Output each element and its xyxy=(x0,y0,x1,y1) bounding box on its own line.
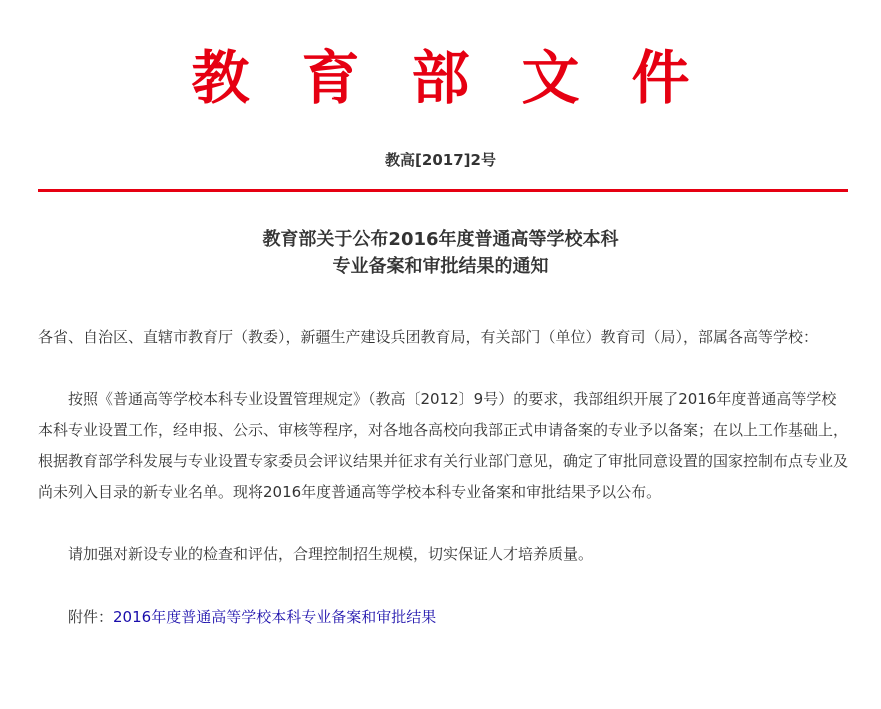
notice-body xyxy=(38,322,848,633)
attachment-label: 附件： xyxy=(68,608,114,626)
document-number: 教高[2017]2号 xyxy=(385,151,496,169)
notice-title-line-2: 专业备案和审批结果的通知 xyxy=(332,256,549,277)
document-header-title: 教育部文件 xyxy=(191,44,742,112)
attachment-line xyxy=(38,602,848,633)
salutation: 各省、自治区、直辖市教育厅（教委），新疆生产建设兵团教育局，有关部门（单位）教育司（局），部属各高等学校： xyxy=(38,328,819,346)
notice-title-line-1: 教育部关于公布2016年度普通高等学校本科 xyxy=(262,229,619,250)
attachment-link[interactable]: 2016年度普通高等学校本科专业备案和审批结果 xyxy=(113,608,437,626)
body-paragraph-2: 请加强对新设专业的检查和评估，合理控制招生规模，切实保证人才培养质量。 xyxy=(68,545,594,563)
notice-title xyxy=(0,226,881,280)
body-paragraph-1: 按照《普通高等学校本科专业设置管理规定》（教高〔2012〕9号）的要求，我部组织开展了2016年度普通高等学校本科专业设置工作，经申报、公示、审核等程序，对各地各高校向我部正式申请备案的专业予以备案；在以上工作基础上，根据教育部学科发展与专业设置专家委员会评议结果并征求有关行业部门意见，确定了审批同意设置的国家控制布点专业及尚未列入目录的新专业名单。现将2016年度普通高等学校本科专业备案和审批结果予以公布。 xyxy=(38,390,849,501)
red-divider-line xyxy=(38,189,848,192)
